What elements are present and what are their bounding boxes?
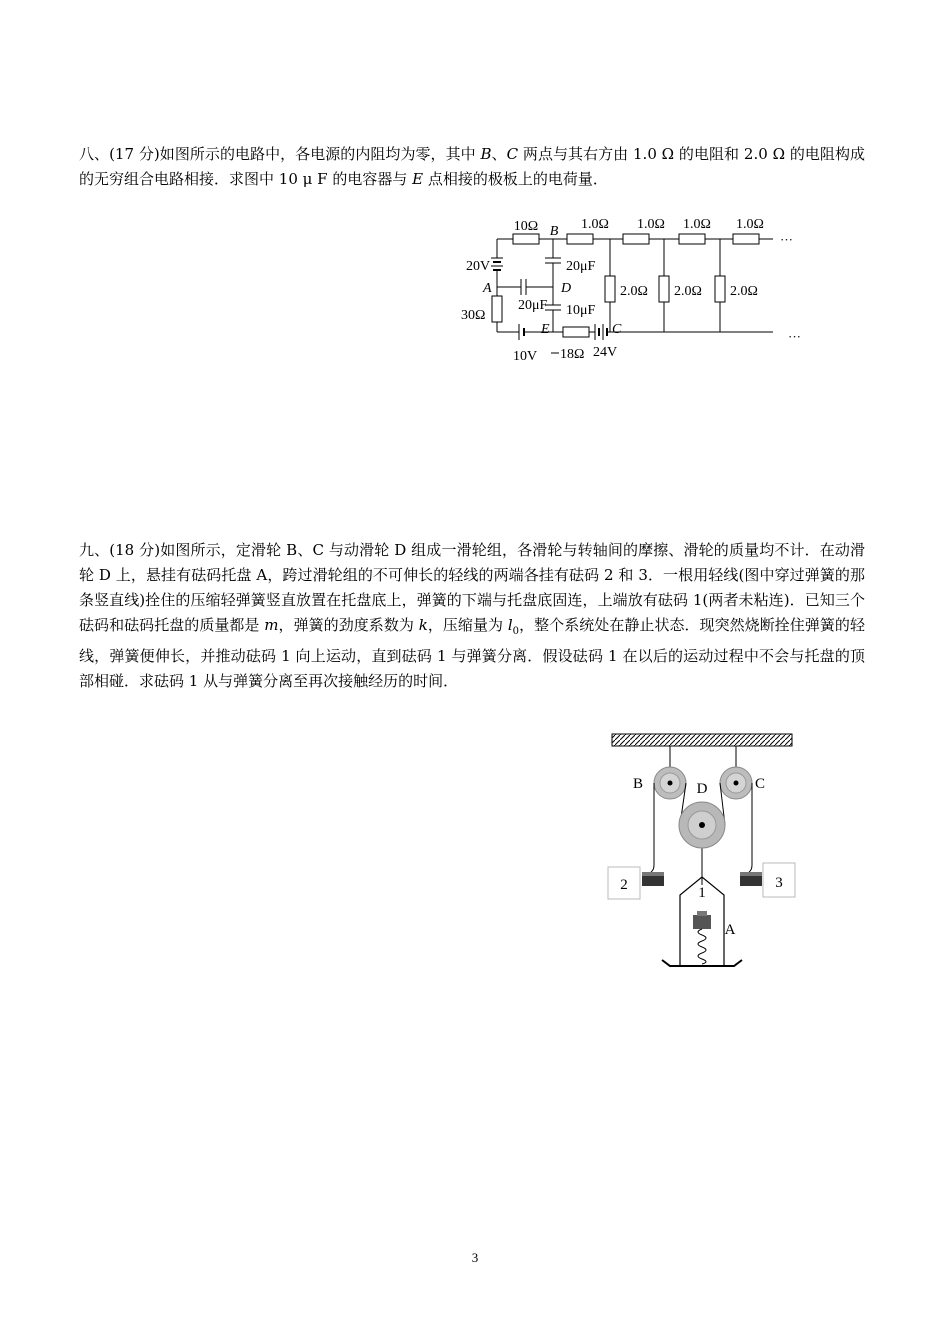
problem-9-text-part-4: ，整个系统处在静止状态．现突然烧断拴住弹簧的轻线，弹簧便伸长，并推动砝码 1 向上运动，直到砝码 1 与弹簧分离．假设砝码 1 在以后的运动过程中不会与托盘的顶部相碰．求砝码 1 从与弹簧分离至再次接触经历的时间．: [79, 616, 865, 690]
resistor-1b-label: 1.0Ω: [637, 217, 665, 232]
ceiling: [612, 734, 792, 746]
pulley-d: [679, 802, 725, 848]
battery-10v-label: 10V: [513, 349, 538, 364]
dots-top: ···: [780, 232, 793, 247]
compression-symbol: l: [507, 616, 513, 634]
node-e-label: E: [541, 322, 550, 337]
spring-constant-symbol: k: [418, 616, 428, 634]
resistor-2b-label: 2.0Ω: [674, 284, 702, 299]
resistor-30-label: 30Ω: [461, 308, 486, 323]
point-c-label: C: [506, 145, 519, 163]
problem-9-text-part-2: ，弹簧的劲度系数为: [278, 616, 419, 634]
weight-1-label: 1: [698, 885, 706, 901]
capacitor-20-top-label: 20μF: [566, 259, 596, 274]
problem-9-text-part-1: 九、(18 分)如图所示，定滑轮 B、C 与动滑轮 D 组成一滑轮组，各滑轮与转轴间的摩擦、滑轮的质量均不计．在动滑轮 D 上，悬挂有砝码托盘 A，跨过滑轮组的不可伸长的轻线的两端各挂有砝码 2 和 3．一根用轻线(图中穿过弹簧的那条竖直线)拴住的压缩轻弹簧竖直放置在托盘底上，弹簧的下端与托盘底固连，上端放有砝码 1(两者未粘连)．已知三个砝码和砝码托盘的质量都是: [79, 541, 865, 634]
resistor-18-label: 18Ω: [560, 347, 585, 362]
spring: [698, 929, 706, 964]
separator: 、: [491, 145, 507, 163]
pulley-c: [720, 767, 752, 799]
weight-2-label: 2: [620, 877, 628, 893]
problem-8-text-part-3: 点相接的极板上的电荷量．: [423, 170, 608, 188]
page-number: 3: [471, 1250, 479, 1265]
battery-24v-label: 24V: [593, 345, 618, 360]
node-d-label: D: [561, 281, 572, 296]
compression-subscript: 0: [512, 626, 520, 637]
problem-9: [79, 538, 865, 694]
problem-9-text-part-3: ，压缩量为: [427, 616, 508, 634]
problem-9-text: [79, 538, 865, 694]
circuit-diagram: [455, 208, 815, 368]
weight-3-label: 3: [775, 875, 783, 891]
node-a-label: A: [483, 281, 492, 296]
problem-8-text: [79, 142, 865, 192]
dots-bottom: ···: [788, 329, 801, 344]
resistor-2a-label: 2.0Ω: [620, 284, 648, 299]
tray-a-label: A: [724, 922, 736, 938]
resistor-2c-label: 2.0Ω: [730, 284, 758, 299]
resistor-1c-label: 1.0Ω: [683, 217, 711, 232]
weight-1: [693, 915, 711, 929]
pulley-c-label: C: [754, 776, 766, 792]
battery-20v-label: 20V: [466, 259, 491, 274]
capacitor-20-left-label: 20μF: [518, 298, 548, 313]
resistor-1d-label: 1.0Ω: [736, 217, 764, 232]
resistor-10-label: 10Ω: [513, 219, 539, 234]
resistor-1a-label: 1.0Ω: [581, 217, 609, 232]
node-b-label: B: [549, 224, 559, 239]
problem-8-text-part-1: 八、(17 分)如图所示的电路中，各电源的内阻均为零，其中: [79, 145, 481, 163]
problem-8-text-part-2: 两点与其右方由 1.0 Ω 的电阻和 2.0 Ω 的电阻构成的无穷组合电路相接．求图中 10 μ F 的电容器与: [79, 145, 865, 188]
capacitor-10-label: 10μF: [566, 303, 596, 318]
point-e-label: E: [412, 170, 424, 188]
pulley-b-label: B: [632, 776, 644, 792]
pulley-d-label: D: [696, 781, 708, 797]
node-c-label: C: [612, 322, 622, 337]
pulley-b: [654, 767, 686, 799]
pulley-diagram: [600, 725, 800, 975]
point-b-label: B: [480, 145, 492, 163]
mass-symbol: m: [264, 616, 279, 634]
problem-8: [79, 142, 865, 192]
